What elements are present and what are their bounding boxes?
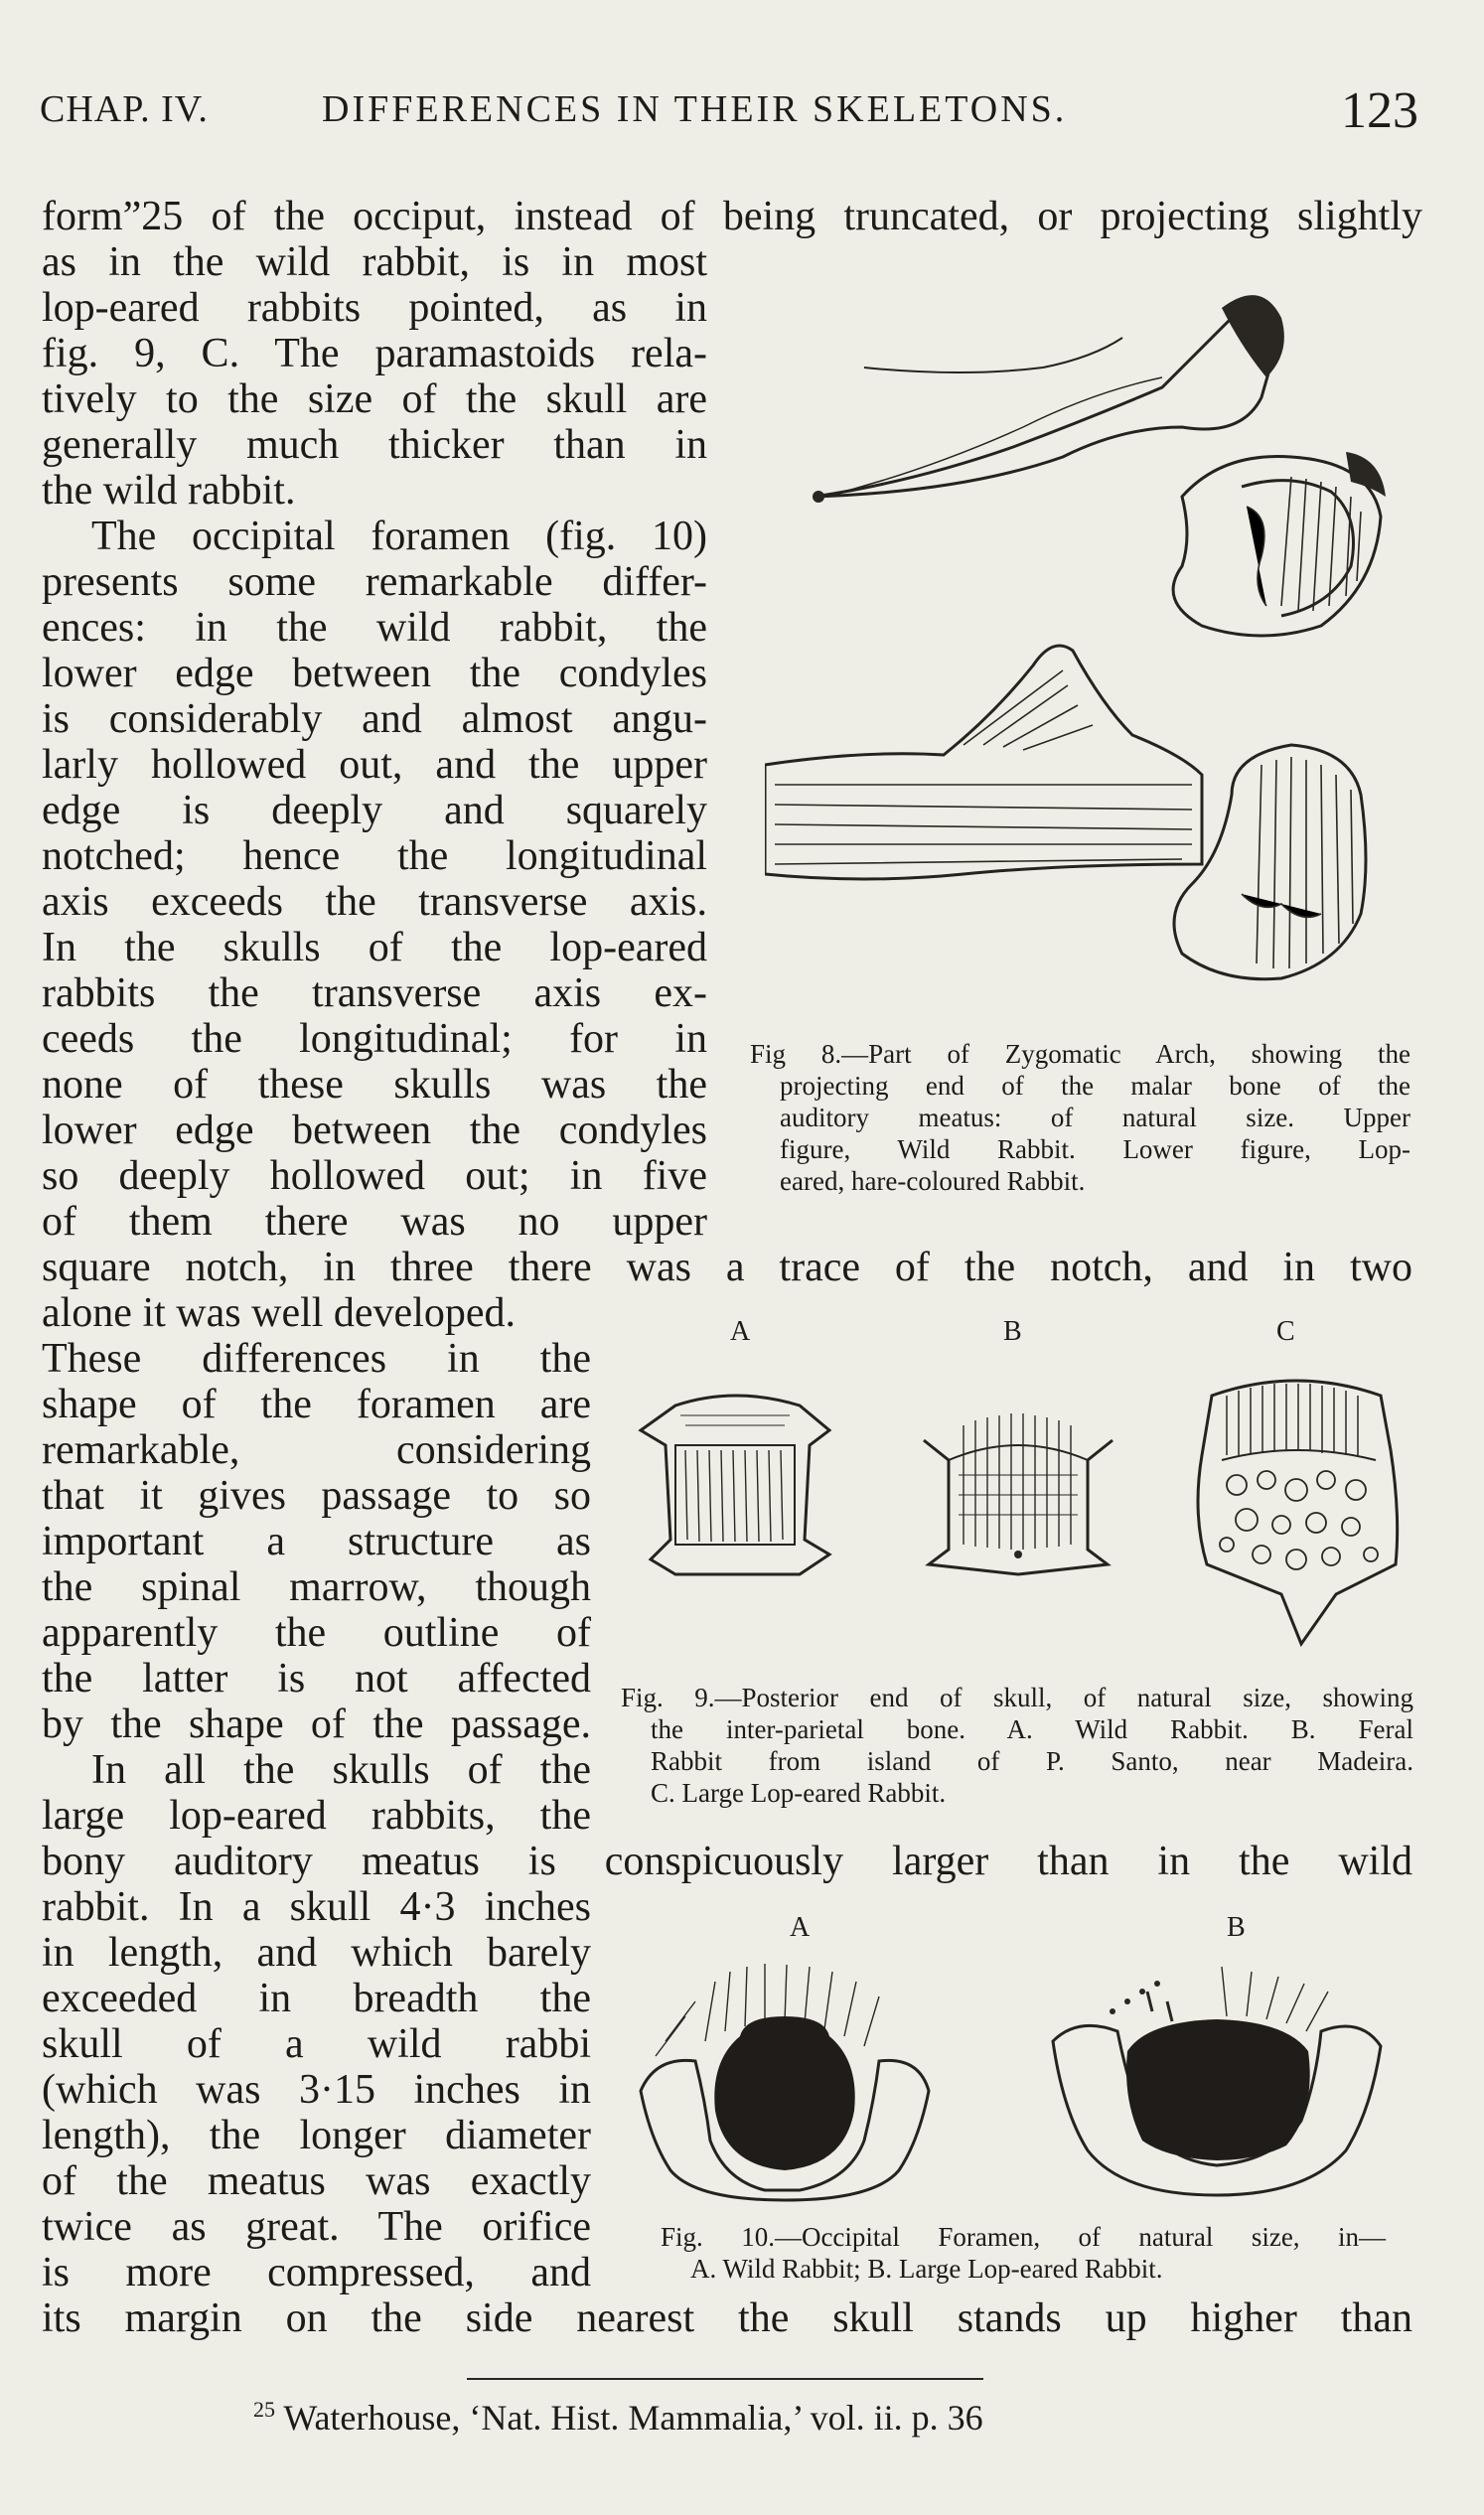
text-line: skull of a wild rabbi [42,2021,591,2067]
fig9-b-illustration [919,1386,1117,1584]
text-line: bony auditory meatus is conspicuously larger than in the wild [42,1839,1412,1884]
text-line: ceeds the longitudinal; for in [42,1016,707,1062]
text-line: larly hollowed out, and the upper [42,742,707,788]
text-line: is considerably and almost angu- [42,696,707,742]
text-line: by the shape of the passage. [42,1701,591,1747]
text-line: in length, and which barely [42,1930,591,1976]
text-line: tively to the size of the skull are [42,376,707,422]
fig9-label-b: B [1003,1316,1022,1347]
text-line: The occipital foramen (fig. 10) [91,514,707,559]
chapter-title: DIFFERENCES IN THEIR SKELETONS. [322,88,1068,130]
footnote-rule [467,2378,983,2380]
text-line: twice as great. The orifice [42,2204,591,2250]
fig9-a-illustration [636,1361,834,1589]
text-line: of them there was no upper [42,1199,707,1245]
text-line: of the meatus was exactly [42,2158,591,2204]
fig10-label-a: A [790,1912,811,1943]
text-line: rabbit. In a skull 4·3 inches [42,1884,591,1930]
footnote [253,2397,983,2439]
text-line: square notch, in three there was a trace of the notch, and in two [42,1245,1412,1290]
text-line: rabbits the transverse axis ex- [42,970,707,1016]
fig10-b-illustration [1048,1962,1386,2205]
text-line: large lop-eared rabbits, the [42,1793,591,1839]
text-line: In all the skulls of the [91,1747,591,1793]
fig8-illustration [765,268,1420,1023]
text-line: In the skulls of the lop-eared [42,925,707,970]
caption-line: figure, Wild Rabbit. Lower figure, Lop- [780,1134,1410,1164]
caption-line: auditory meatus: of natural size. Upper [780,1103,1410,1132]
text-line: shape of the foramen are [42,1382,591,1427]
caption-line: eared, hare-coloured Rabbit. [780,1166,1086,1196]
caption-line: Rabbit from island of P. Santo, near Madeira. [651,1746,1413,1776]
text-line: apparently the outline of [42,1610,591,1656]
text-line: the wild rabbit. [42,468,296,514]
fig9-label-a: A [730,1316,751,1347]
text-line: edge is deeply and squarely [42,788,707,833]
fig9-c-illustration [1187,1366,1406,1654]
text-line: the spinal marrow, though [42,1564,591,1610]
fig8-caption [750,1038,1410,1197]
text-line: that it gives passage to so [42,1473,591,1519]
caption-line: A. Wild Rabbit; B. Large Lop-eared Rabbit. [690,2254,1163,2284]
chapter-label: CHAP. IV. [40,88,209,130]
text-line: remarkable, considering [42,1427,591,1473]
text-line: form”25 of the occiput, instead of being truncated, or projecting slightly [42,194,1422,239]
text-line: is more compressed, and [42,2250,591,2295]
caption-line: Fig 8.—Part of Zygomatic Arch, showing the [750,1039,1410,1069]
text-line: exceeded in breadth the [42,1976,591,2021]
text-line: its margin on the side nearest the skull stands up higher than [42,2295,1412,2341]
text-line: ences: in the wild rabbit, the [42,605,707,651]
page-number: 123 [1341,82,1418,139]
text-line: so deeply hollowed out; in five [42,1153,707,1199]
text-line: lower edge between the condyles [42,651,707,696]
text-line: as in the wild rabbit, is in most [42,239,707,285]
caption-line: projecting end of the malar bone of the [780,1071,1410,1101]
text-line: notched; hence the longitudinal [42,833,707,879]
fig9-caption [621,1682,1413,1809]
text-line: the latter is not affected [42,1656,591,1701]
running-head [40,82,1418,147]
footnote-text: Waterhouse, ‘Nat. Hist. Mammalia,’ vol. ii. p. 36 [283,2398,983,2438]
fig9-label-c: C [1276,1316,1295,1347]
text-line: axis exceeds the transverse axis. [42,879,707,925]
text-line: none of these skulls was the [42,1062,707,1108]
text-line: fig. 9, C. The paramastoids rela- [42,331,707,376]
text-line: lower edge between the condyles [42,1108,707,1153]
text-line: lop-eared rabbits pointed, as in [42,285,707,331]
text-line: alone it was well developed. [42,1290,517,1336]
fig10-label-b: B [1227,1912,1246,1943]
caption-line: C. Large Lop-eared Rabbit. [651,1778,947,1808]
text-line: presents some remarkable differ- [42,559,707,605]
text-line: (which was 3·15 inches in [42,2067,591,2113]
text-line: length), the longer diameter [42,2113,591,2158]
caption-line: Fig. 10.—Occipital Foramen, of natural size, in— [661,2222,1386,2252]
caption-line: Fig. 9.—Posterior end of skull, of natural size, showing [621,1683,1413,1712]
text-line: important a structure as [42,1519,591,1564]
caption-line: the inter-parietal bone. A. Wild Rabbit. B. Feral [651,1714,1413,1744]
fig10-caption [661,2221,1386,2285]
footnote-marker: 25 [253,2397,275,2422]
fig10-a-illustration [636,1962,934,2205]
text-line: generally much thicker than in [42,422,707,468]
text-line: These differences in the [42,1336,591,1382]
